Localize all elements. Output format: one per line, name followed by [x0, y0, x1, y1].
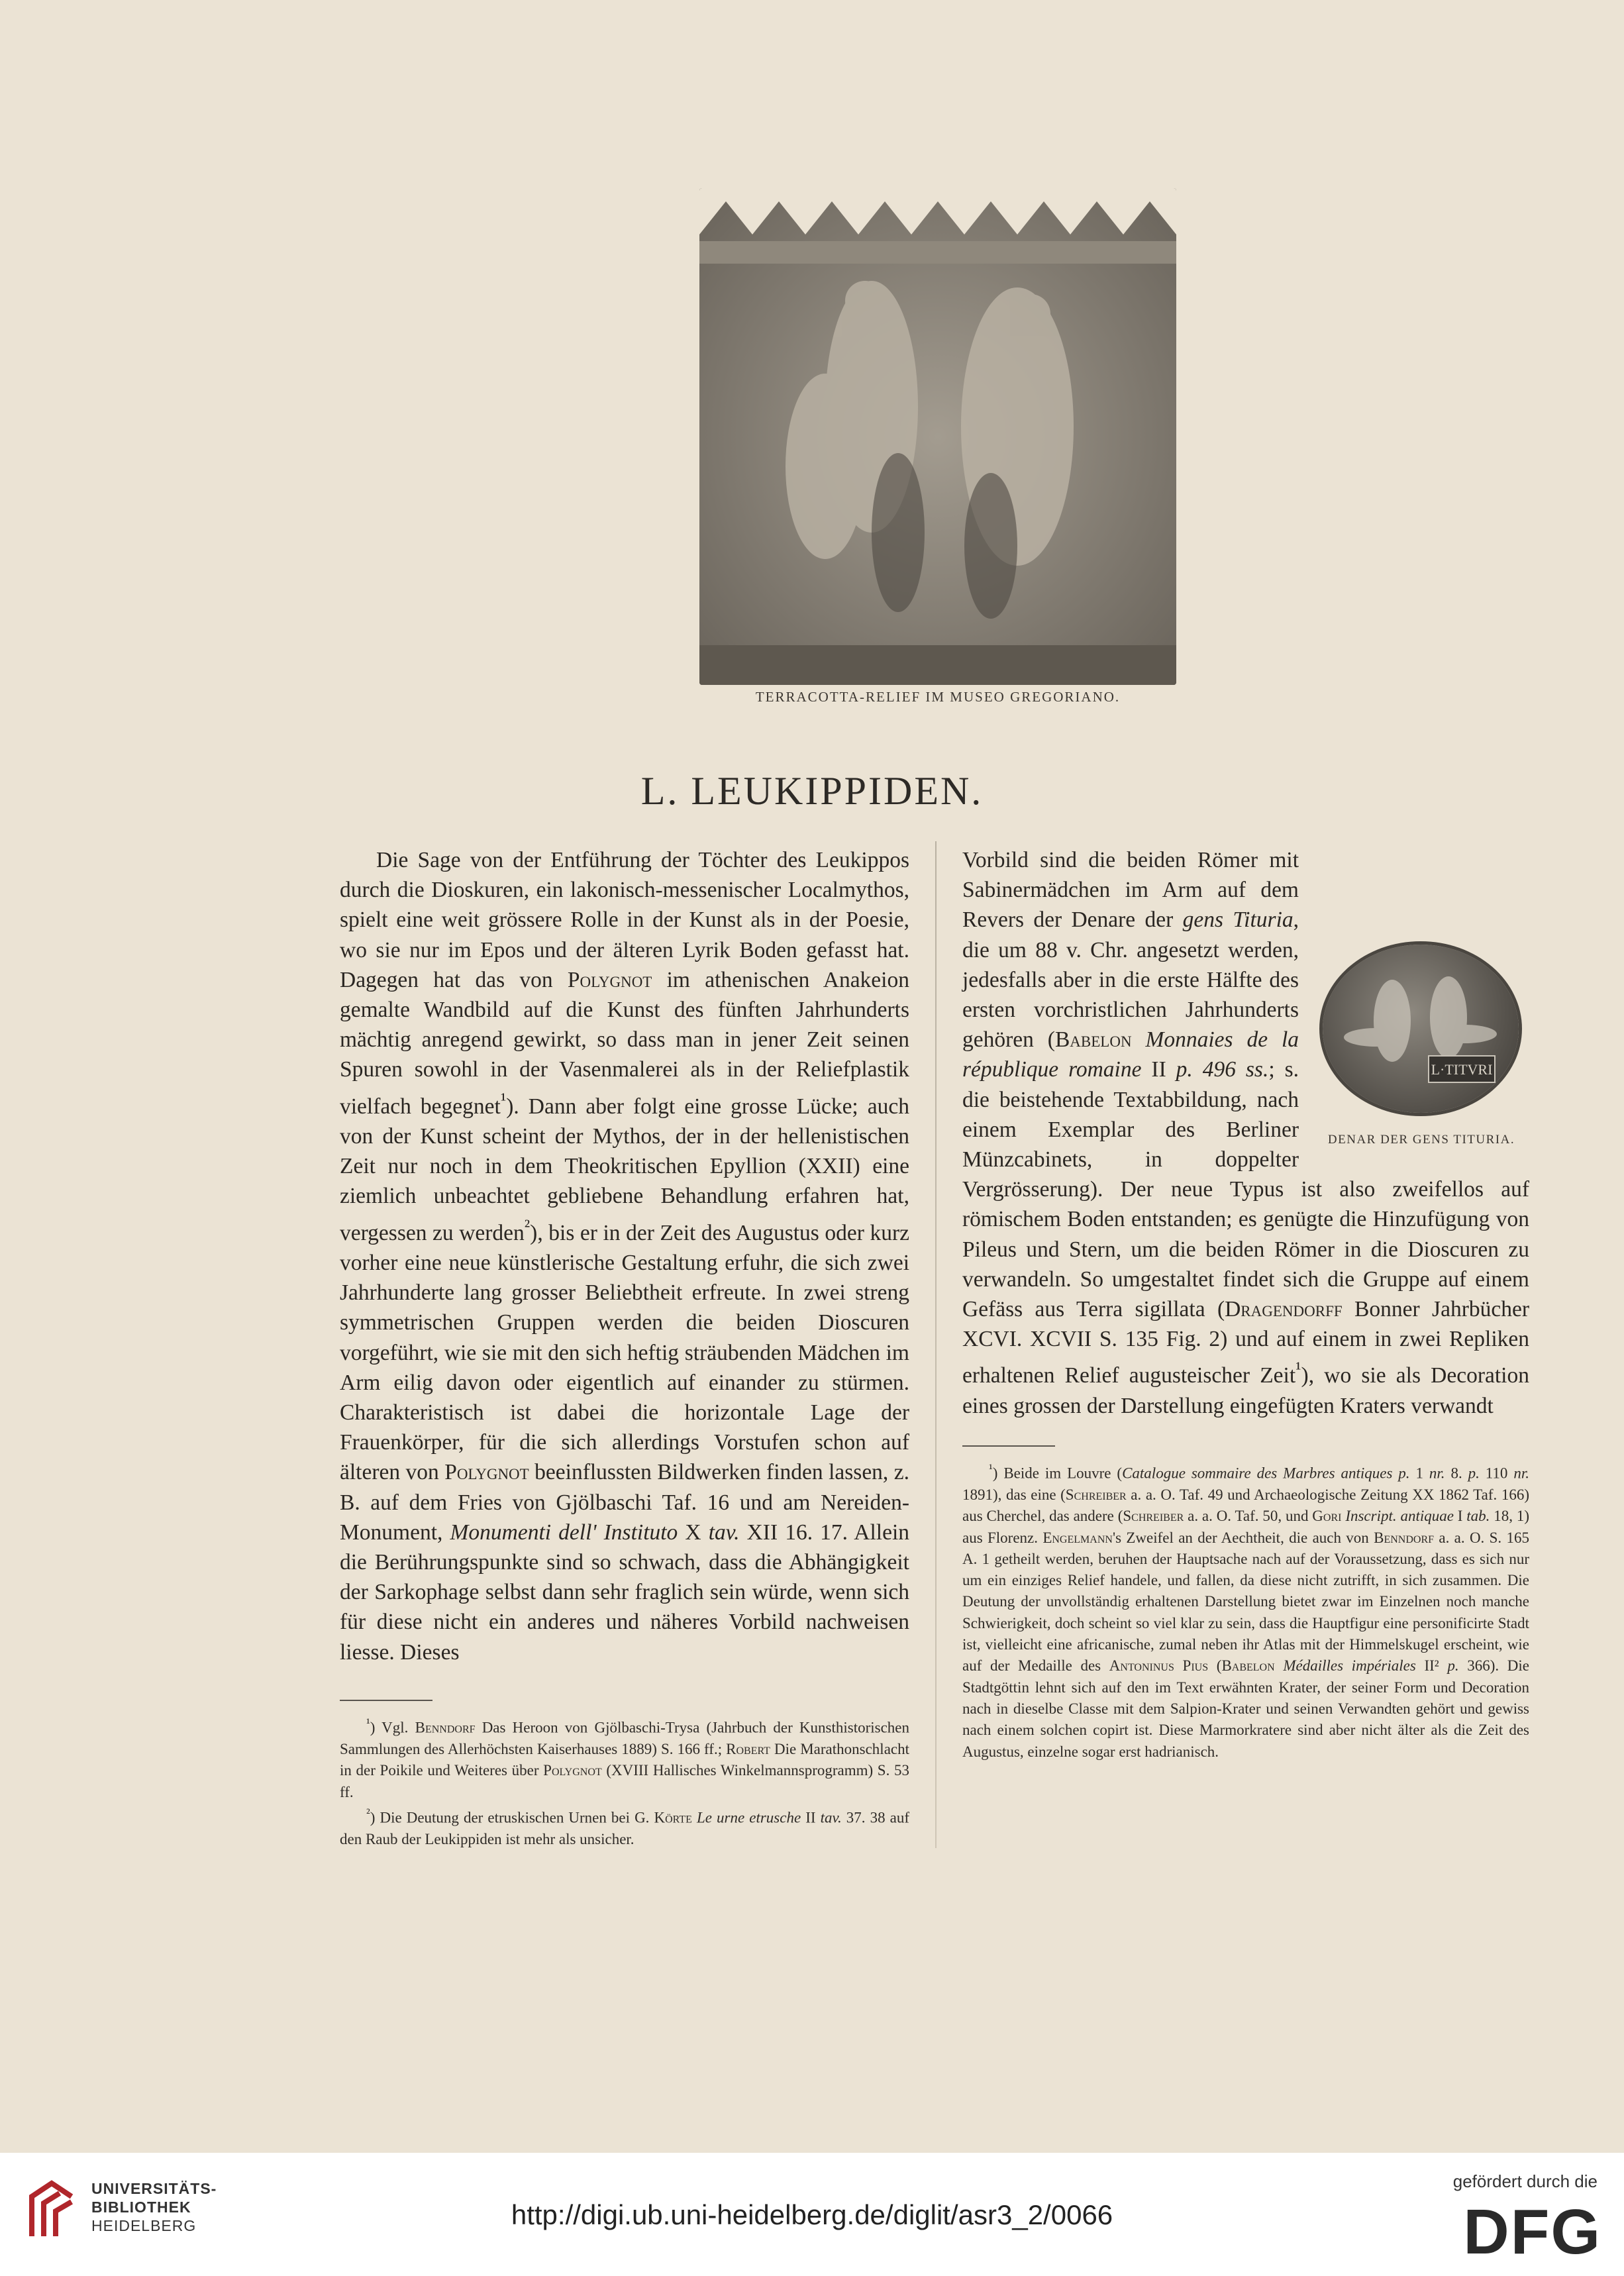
body-paragraph: Die Sage von der Entführung der Töchter des Leukippos durch die Dioskuren, ein lakonisch-messenischer Localmythos, spielt eine weit grössere Rolle in der Kunst als in der Poesie, wo sie nur im Epos und der älteren Lyrik Boden gefasst hat. Dagegen hat das von Polygnot im athenischen Anakeion gemalte Wandbild auf die Kunst des fünften Jahrhunderts mächtig anregend gewirkt, so dass man in jener Zeit seinen Spuren sowohl in der Vasenmalerei als in der Reliefplastik vielfach begegnet$^{^1}$). Dann aber folgt eine grosse Lücke; auch von der Kunst scheint der Mythos, der in der hellenistischen Zeit nur noch in dem Theokritischen Epyllion (XXII) eine ziemlich unbeachtet gebliebene Behandlung erfahren hat, vergessen zu werden$^{^2}$), bis er in der Zeit des Augustus oder kurz vorher eine neue künstlerische Gestaltung erfuhr, die sich zwei Jahrhunderte lang grosser Beliebtheit erfreute. In zwei streng symmetrischen Gruppen werden die beiden Dioscuren vorgeführt, wie sie mit den sich heftig sträubenden Mädchen im Arm eilig davon oder eigentlich auf einander zu stürmen. Charakteristisch ist dabei die horizontale Lage der Frauenkörper, für die sich allerdings Vorstufen schon auf älteren von Polygnot beeinflussten Bildwerken finden lassen, z. B. auf dem Fries von Gjölbaschi Taf. 16 und am Nereiden-Monument, Monumenti dell' Instituto X tav. XII 16. 17. Allein die Berührungspunkte sind so schwach, dass die Abhängigkeit der Sarkophage selbst dann sehr fraglich sein würde, wenn sich für diese nicht ein anderes und näheres Vorbild nachweisen liesse. Dieses [340, 848, 910, 1665]
coin-legend: L·TITVRI [1431, 1061, 1493, 1078]
footnote-rule [962, 1445, 1055, 1447]
coin-illustration [1323, 945, 1519, 1113]
text-column-left [340, 845, 909, 1667]
footnotes-left [340, 1682, 909, 1850]
library-name-line: UNIVERSITÄTS- [91, 2180, 217, 2197]
footnotes-right [962, 1428, 1529, 1763]
relief-illustration [699, 188, 1176, 685]
dfg-logo[interactable]: DFG [1463, 2197, 1601, 2267]
body-paragraph: Vorbild sind die beiden Römer mit Sabinermädchen im Arm auf dem Revers der Denare der gens Tituria, die um 88 v. Chr. angesetzt werden, jedesfalls aber in die erste Hälfte des ersten vorchristlichen Jahrhunderts gehören (Babelon Monnaies de la république romaine II p. 496 ss.; s. die beistehende Textabbildung, nach einem Exemplar des Berliner Münzcabinets, in doppelter Vergrösserung). Der neue Typus ist also zweifellos auf römischem Boden entstanden; es genügte die Hinzufügung von Pileus und Stern, um die beiden Römer in die Dioscuren zu verwandeln. So umgestaltet findet sich die Gruppe auf einem Gefäss aus Terra sigillata (Dragendorff Bonner Jahrbücher XCVI. XCVII S. 135 Fig. 2) und auf einem in zwei Repliken erhaltenen Relief augusteischer Zeit$^{^1}$), wo sie als Decoration eines grossen der Darstellung eingefügten Kraters verwandt [962, 848, 1529, 1418]
footnote-rule [340, 1700, 432, 1701]
figure-caption: TERRACOTTA-RELIEF IM MUSEO GREGORIANO. [755, 689, 1121, 705]
funding-label: gefördert durch die [1452, 2171, 1598, 2191]
footnote: $^{^1}$) Vgl. Benndorf Das Heroon von Gjölbaschi-Trysa (Jahrbuch der Kunsthistorischen Sammlungen des Allerhöchsten Kaiserhauses 1889) S. 166 ff.; Robert Die Marathonschlacht in der Poikile und Weiteres über Polygnot (XVIII Hallisches Winkelmannsprogramm) S. 53 ff. [340, 1716, 910, 1800]
coin-figure [1312, 945, 1531, 1163]
viewer-footer [0, 2153, 1624, 2276]
coin-caption: DENAR DER GENS TITURIA. [1327, 1133, 1515, 1147]
footnote: $^{^1}$) Beide im Louvre (Catalogue sommaire des Marbres antiques p. 1 nr. 8. p. 110 nr. 1891), das eine (Schreiber a. a. O. Taf. 49 und Archaeologische Zeitung XX 1862 Taf. 166) aus Cherchel, das andere (Schreiber a. a. O. Taf. 50, und Gori Inscript. antiquae I tab. 18, 1) aus Florenz. Engelmann's Zweifel an der Aechtheit, die auch von Benndorf a. a. O. S. 165 A. 1 getheilt werden, beruhen der Hauptsache nach auf der Voraussetzung, dass es sich nur um ein einziges Relief handele, und fallen, da diese nicht zutrifft, in sich zusammen. Die Deutung der unvollständig erhaltenen Darstellung bietet zwar im Einzelnen noch manche Schwierigkeit, doch scheint so viel klar zu sein, dass die Hauptfigur eine personificirte Stadt ist, vielleicht eine africanische, zumal neben ihr Atlas mit der Himmelskugel erscheint, wie auf der Medaille des Antoninus Pius (Babelon Médailles impériales II² p. 366). Die Stadtgöttin lehnt sich auf den im Text erwähnten Krater, der seiner Form und Decoration nach in dieselbe Classe mit dem Salpion-Krater und seinen Verwandten gehört und gewiss nach einem solchen copirt ist. Diese Marmorkratere sind aber nicht älter als die Zeit des Augustus, einzelne sogar erst hadrianisch. [962, 1462, 1530, 1760]
column-divider [935, 841, 937, 1848]
terracotta-relief-image [699, 188, 1176, 685]
page-url-link[interactable]: http://digi.ub.uni-heidelberg.de/diglit/asr3_2/0066 [511, 2199, 1113, 2230]
library-name-line: HEIDELBERG [91, 2217, 197, 2234]
text-column-right [962, 845, 1529, 1421]
library-name-line: BIBLIOTHEK [91, 2198, 191, 2216]
coin-image [1323, 945, 1519, 1113]
footnote: $^{^2}$) Die Deutung der etruskischen Urnen bei G. Körte Le urne etrusche II tav. 37. 38 auf den Raub der Leukippiden ist mehr als unsicher. [340, 1806, 909, 1847]
chapter-title: L. LEUKIPPIDEN. [640, 769, 984, 813]
